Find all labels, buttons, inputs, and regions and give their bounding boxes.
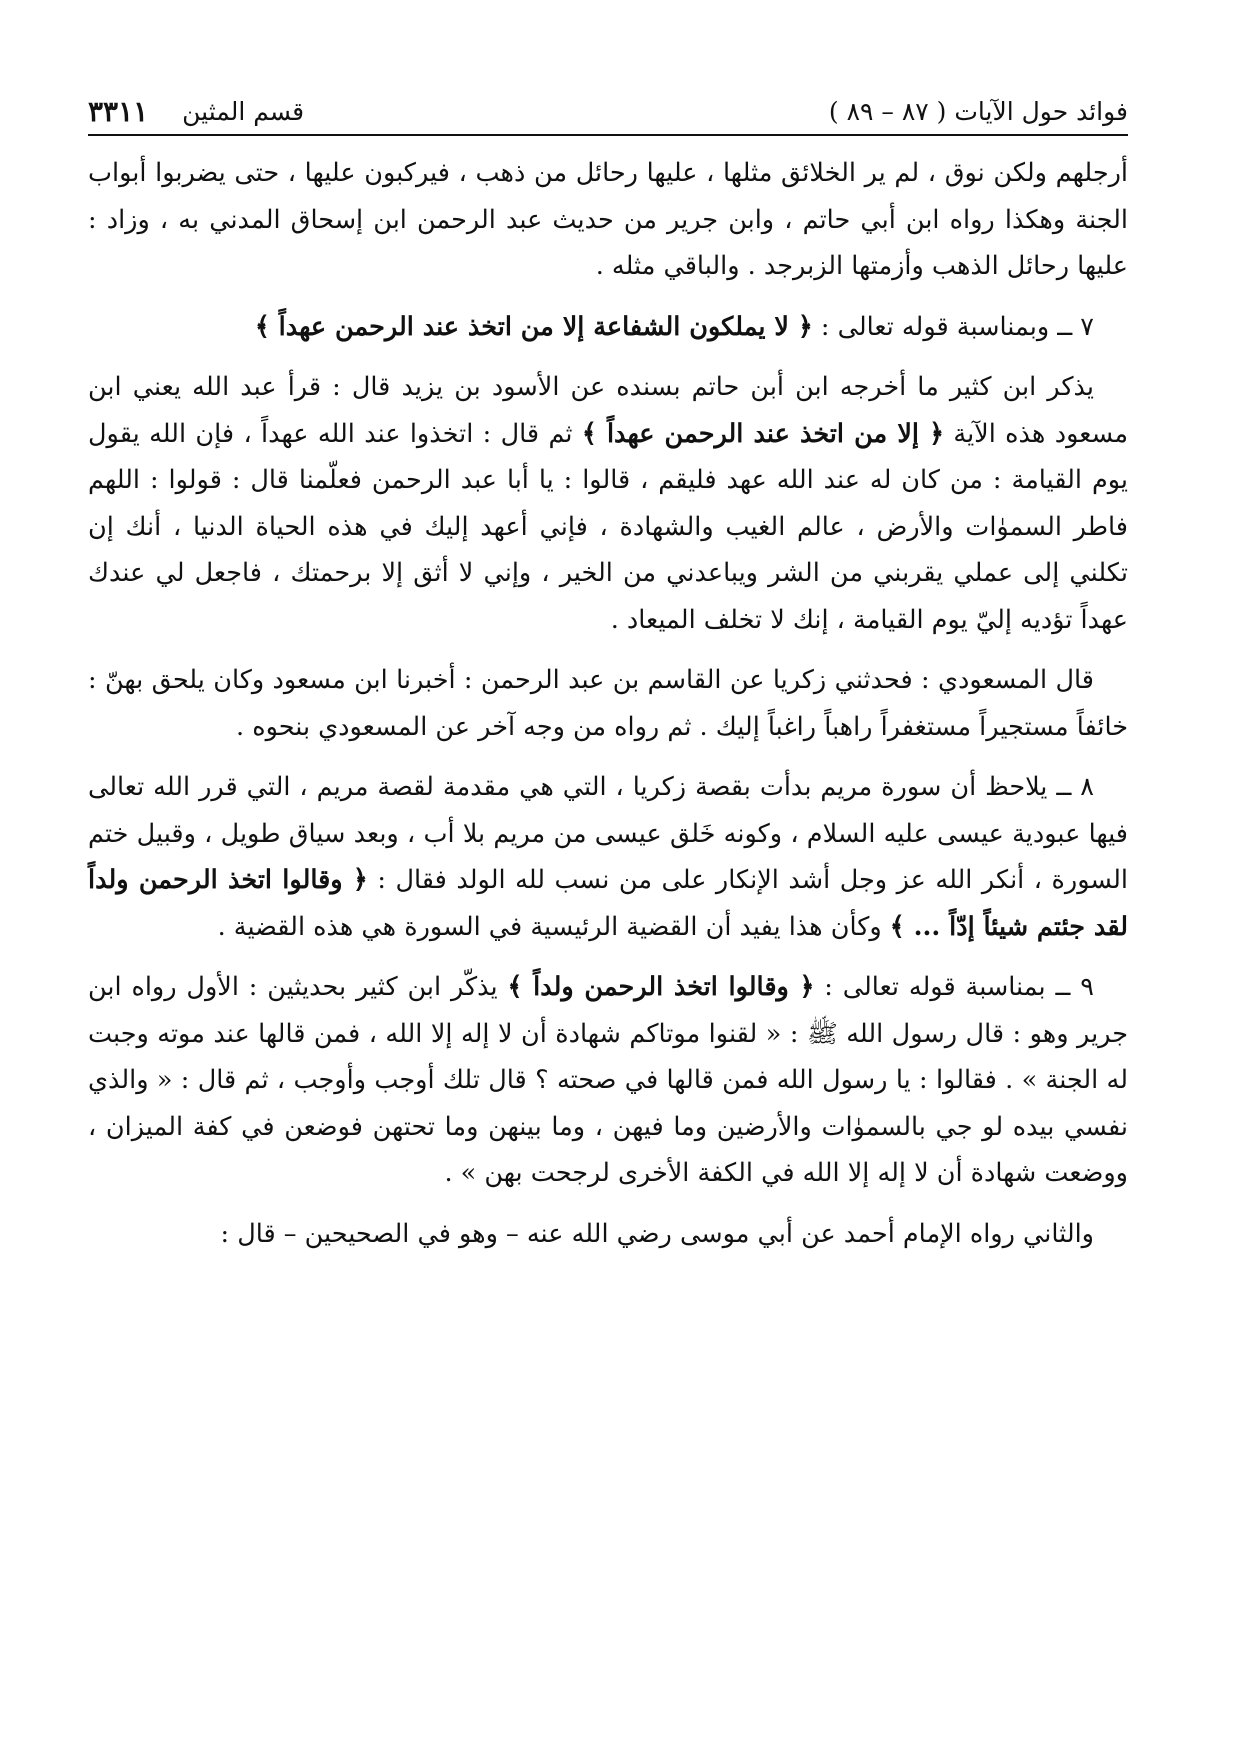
paragraph <box>88 364 1128 643</box>
header-left-group <box>88 96 304 128</box>
quran-verse: ﴿ وقالوا اتخذ الرحمن ولداً ﴾ <box>507 972 815 1002</box>
paragraph-text: ثم قال : اتخذوا عند الله عهداً ، فإن الله يقول يوم القيامة : من كان له عند الله عهد فليقم ، قالوا : يا أبا عبد الرحمن فعلّمنا قال : قولوا : اللهم فاطر السموٰات والأرض ، عالم الغيب والشهادة ، فإني أعهد إليك في هذه الحياة الدنيا ، أنك إن تكلني إلى عملي يقربني من الشر ويباعدني من الخير ، وإني لا أثق إلا برحمتك ، فاجعل لي عندك عهداً تؤديه إليّ يوم القيامة ، إنك لا تخلف الميعاد . <box>88 418 1128 635</box>
paragraph-text: يذكر ابن كثير ما أخرجه ابن أبن حاتم بسنده عن الأسود بن يزيد قال : قرأ عبد الله يعني ابن مسعود هذه الآية <box>88 372 1128 449</box>
paragraph <box>88 150 1128 290</box>
quran-verse: ﴿ إلا من اتخذ عند الرحمن عهداً ﴾ <box>581 418 945 449</box>
paragraph-text: ٧ ــ وبمناسبة قوله تعالى : <box>812 311 1094 342</box>
paragraph-text: ٨ ــ يلاحظ أن سورة مريم بدأت بقصة زكريا ، التي هي مقدمة لقصة مريم ، التي قرر الله تعالى فيها عبودية عيسى عليه السلام ، وكونه خَلق عيسى من مريم بلا أب ، وبعد سياق طويل ، وقبيل ختم السورة ، أنكر الله عز وجل أشد الإنكار على من نسب لله الولد فقال : <box>88 772 1128 895</box>
paragraph-text: قال المسعودي : فحدثني زكريا عن القاسم بن عبد الرحمن : أخبرنا ابن مسعود وكان يلحق بهنّ : خائفاً مستجيراً مستغفراً راهباً راغباً إليك . ثم رواه من وجه آخر عن المسعودي بنحوه . <box>88 665 1128 742</box>
paragraph-text: ٩ ــ بمناسبة قوله تعالى : <box>814 972 1094 1002</box>
section-title: فوائد حول الآيات ( ٨٧ – ٨٩ ) <box>828 97 1128 126</box>
paragraph-text: يذكّر ابن كثير بحديثين : الأول رواه ابن جرير وهو : قال رسول الله ﷺ : « لقنوا موتاكم شهادة أن لا إله إلا الله ، فمن قالها عند موته وجبت له الجنة » . فقالوا : يا رسول الله فمن قالها في صحته ؟ قال تلك أوجب وأوجب ، ثم قال : « والذي نفسي بيده لو جي بالسموٰات والأرضين وما فيهن ، وما بينهن وما تحتهن فوضعن في كفة الميزان ، ووضعت شهادة أن لا إله إلا الله في الكفة الأخرى لرجحت بهن » . <box>88 972 1128 1188</box>
page-number: ٣٣١١ <box>88 95 149 128</box>
header-rule <box>88 134 1128 136</box>
paragraph <box>88 964 1128 1197</box>
body-text <box>88 150 1128 1257</box>
book-page <box>88 82 1128 1271</box>
paragraph-text: أرجلهم ولكن نوق ، لم ير الخلائق مثلها ، عليها رحائل من ذهب ، فيركبون عليها ، حتى يضربوا أبواب الجنة وهكذا رواه ابن أبي حاتم ، وابن جرير من حديث عبد الرحمن ابن إسحاق المدني به ، وزاد : عليها رحائل الذهب وأزمتها الزبرجد . والباقي مثله . <box>88 158 1128 281</box>
paragraph <box>88 1211 1128 1258</box>
paragraph-text: والثاني رواه الإمام أحمد عن أبي موسى رضي الله عنه – وهو في الصحيحين – قال : <box>220 1218 1094 1249</box>
quran-verse: ﴿ وقالوا اتخذ الرحمن ولداً لقد جئتم شيئاً إدّاً ... ﴾ <box>88 865 1128 942</box>
quran-verse: ﴿ لا يملكون الشفاعة إلا من اتخذ عند الرحمن عهداً ﴾ <box>254 311 813 342</box>
paragraph <box>88 657 1128 750</box>
paragraph <box>88 304 1128 351</box>
paragraph-text: وكأن هذا يفيد أن القضية الرئيسية في السورة هي هذه القضية . <box>217 911 890 942</box>
paragraph <box>88 764 1128 950</box>
part-title: قسم المثين <box>182 97 305 126</box>
running-header <box>88 82 1128 128</box>
